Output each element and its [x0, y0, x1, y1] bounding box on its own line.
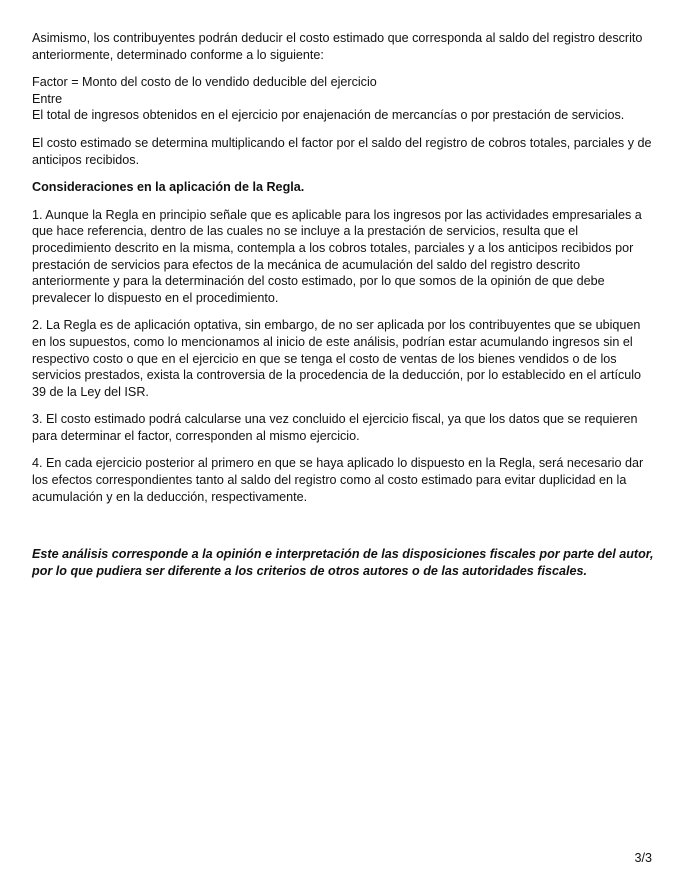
- consideration-1: 1. Aunque la Regla en principio señale que es aplicable para los ingresos por las actividades empresariales a que hace referencia, dentro de las cuales no se incluye a la prestación de servicios, resulta que el procedimiento descrito en la misma, contempla a los cobros totales, parciales y a los anticipos recibidos por prestación de servicios para efectos de la mecánica de acumulación del saldo del registro descrito anteriormente y para la determinación del costo estimado, por lo que somos de la opinión de que debe prevalecer lo dispuesto en el procedimiento.: [32, 207, 642, 305]
- factor-denominator: El total de ingresos obtenidos en el ejercicio por enajenación de mercancías o por prestación de servicios.: [32, 108, 625, 123]
- consideration-4: 4. En cada ejercicio posterior al primero en que se haya aplicado lo dispuesto en la Regla, será necesario dar los efectos correspondientes tanto al saldo del registro como al costo estimado para evitar duplicidad en la acumulación y en la deducción, respectivamente.: [32, 456, 644, 504]
- factor-divider-word: Entre: [32, 91, 63, 106]
- document-body: [32, 30, 654, 516]
- consideration-3: 3. El costo estimado podrá calcularse una vez concluido el ejercicio fiscal, ya que los datos que se requieren para determinar el factor, corresponden al mismo ejercicio.: [32, 412, 638, 443]
- factor-numerator: Factor = Monto del costo de lo vendido deducible del ejercicio: [32, 75, 377, 90]
- intro-paragraph: Asimismo, los contribuyentes podrán deducir el costo estimado que corresponda al saldo del registro descrito anteriormente, determinado conforme a lo siguiente:: [32, 31, 643, 62]
- factor-formula: [32, 74, 654, 124]
- cost-paragraph: El costo estimado se determina multiplicando el factor por el saldo del registro de cobros totales, parciales y de anticipos recibidos.: [32, 135, 652, 167]
- page-number: 3/3: [634, 851, 652, 865]
- disclaimer-note: Este análisis corresponde a la opinión e interpretación de las disposiciones fiscales por parte del autor, por lo que pudiera ser diferente a los criterios de otros autores o de las autoridades fiscales.: [32, 547, 654, 578]
- section-heading: Consideraciones en la aplicación de la Regla.: [32, 180, 305, 195]
- consideration-2: 2. La Regla es de aplicación optativa, sin embargo, de no ser aplicada por los contribuyentes que se ubiquen en los supuestos, como lo mencionamos al inicio de este análisis, podrían estar acumulando ingresos sin el respectivo costo o que en el ejercicio en que se tenga el costo de ventas de los bienes vendidos o de los servicios prestados, exista la controversia de la procedencia de la deducción, por lo establecido en el artículo 39 de la Ley del ISR.: [32, 318, 642, 399]
